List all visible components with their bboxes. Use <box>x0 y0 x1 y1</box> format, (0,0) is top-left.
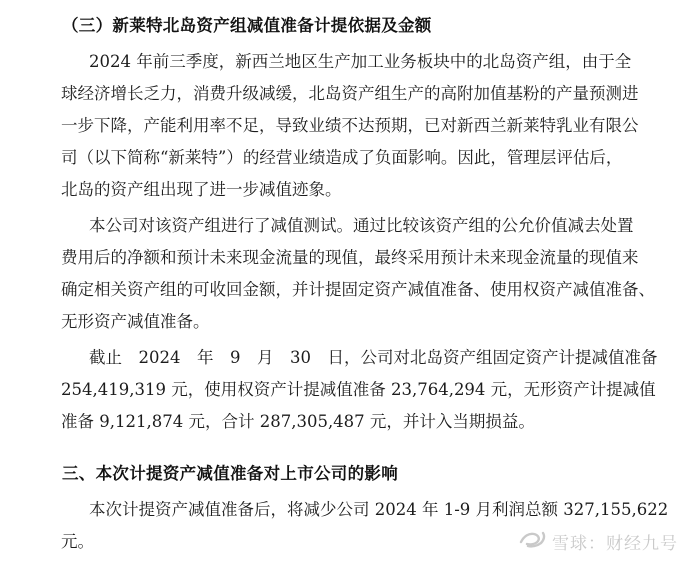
section-heading-three: 三、本次计提资产减值准备对上市公司的影响 <box>62 464 398 483</box>
paragraph-line: 2024 年前三季度，新西兰地区生产加工业务板块中的北岛资产组，由于全 <box>89 52 632 71</box>
paragraph-line: 一步下降，产能利用率不足，导致业绩不达预期，已对新西兰新莱特乳业有限公 <box>61 116 639 135</box>
paragraph-line: 确定相关资产组的可收回金额，并计提固定资产减值准备、使用权资产减值准备、 <box>61 280 655 299</box>
paragraph-line: 本公司对该资产组进行了减值测试。通过比较该资产组的公允价值减去处置 <box>89 216 634 235</box>
section-heading-3: （三）新莱特北岛资产组减值准备计提依据及金额 <box>62 16 432 35</box>
watermark-text: 雪球：财经九号 <box>552 534 678 554</box>
paragraph-line: 司（以下简称“新莱特”）的经营业绩造成了负面影响。因此，管理层评估后， <box>61 148 623 167</box>
paragraph-line: 元。 <box>61 532 94 551</box>
paragraph-line: 无形资产减值准备。 <box>61 312 210 331</box>
paragraph-line: 费用后的净额和预计未来现金流量的现值，最终采用预计未来现金流量的现值来 <box>61 248 639 267</box>
paragraph-line: 球经济增长乏力，消费升级减缓，北岛资产组生产的高附加值基粉的产量预测进 <box>61 84 639 103</box>
snowball-logo-icon <box>518 528 548 555</box>
paragraph-line: 本次计提资产减值准备后，将减少公司 2024 年 1-9 月利润总额 327,155,622 <box>89 500 669 519</box>
paragraph-line: 北岛的资产组出现了进一步减值迹象。 <box>61 180 342 199</box>
paragraph-line: 准备 9,121,874 元，合计 287,305,487 元，并计入当期损益。 <box>61 412 535 431</box>
paragraph-line: 254,419,319 元，使用权资产计提减值准备 23,764,294 元，无形资产计提减值 <box>61 380 656 399</box>
watermark <box>518 528 678 555</box>
paragraph-line: 截止 2024 年 9 月 30 日，公司对北岛资产组固定资产计提减值准备 <box>89 348 658 367</box>
